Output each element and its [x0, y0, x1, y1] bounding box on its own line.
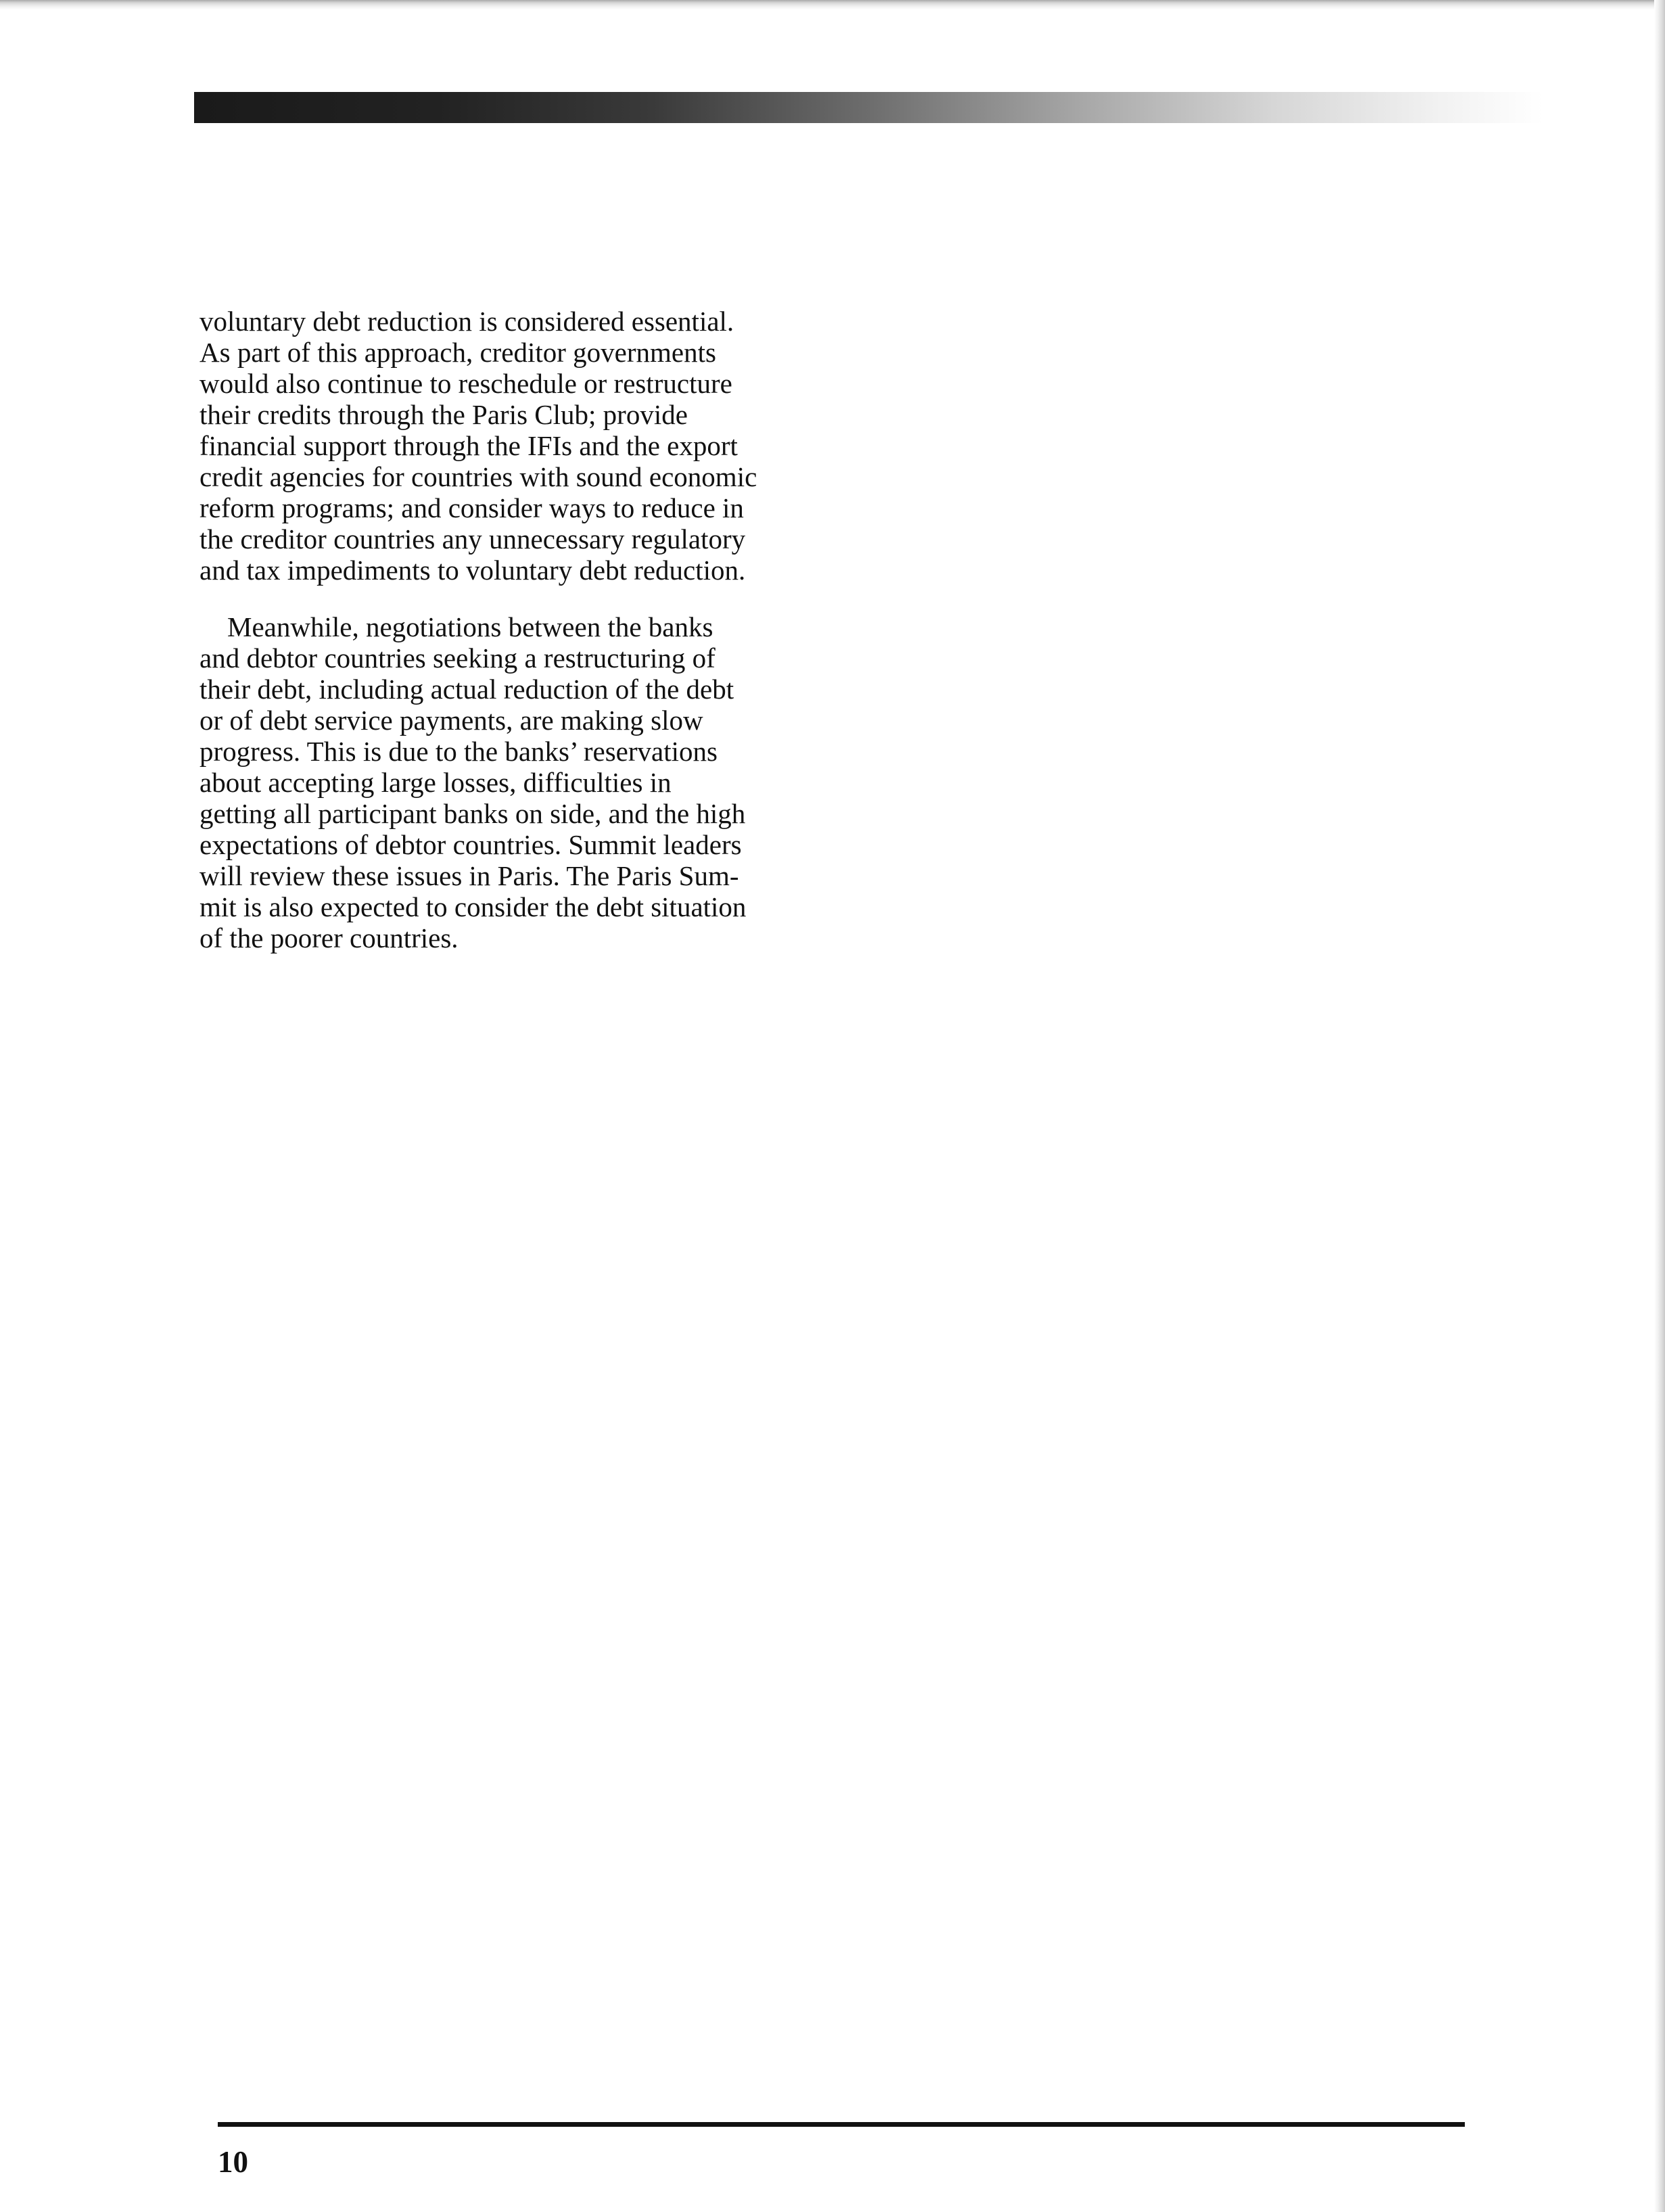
scan-right-edge [1654, 0, 1665, 2212]
scan-top-edge [0, 0, 1665, 9]
paragraph-2: Meanwhile, negotiations between the banks and debtor countries seeking a restructuring of their debt, including actual reduction of the debt or of debt service payments, are making slow progress. This is due to the banks’ reservations about accepting large losses, difficulties in getting all participant banks on side, and the high expectations of debtor countries. Summit leaders will review these issues in Paris. The Paris Sum- mit is also expected to consider the debt situation of the poorer countries. [200, 611, 747, 954]
paragraph-1: voluntary debt reduction is considered essential. As part of this approach, creditor governments would also continue to reschedule or restructure their credits through the Paris Club; provide financial support through the IFIs and the export credit agencies for countries with sound economic reform programs; and consider ways to reduce in the creditor countries any unnecessary regulatory and tax impediments to voluntary debt reduction. [200, 306, 757, 586]
header-gradient-bar [194, 92, 1543, 123]
page-number: 10 [218, 2145, 248, 2179]
body-text-column [200, 306, 803, 954]
footer-rule [218, 2122, 1465, 2127]
